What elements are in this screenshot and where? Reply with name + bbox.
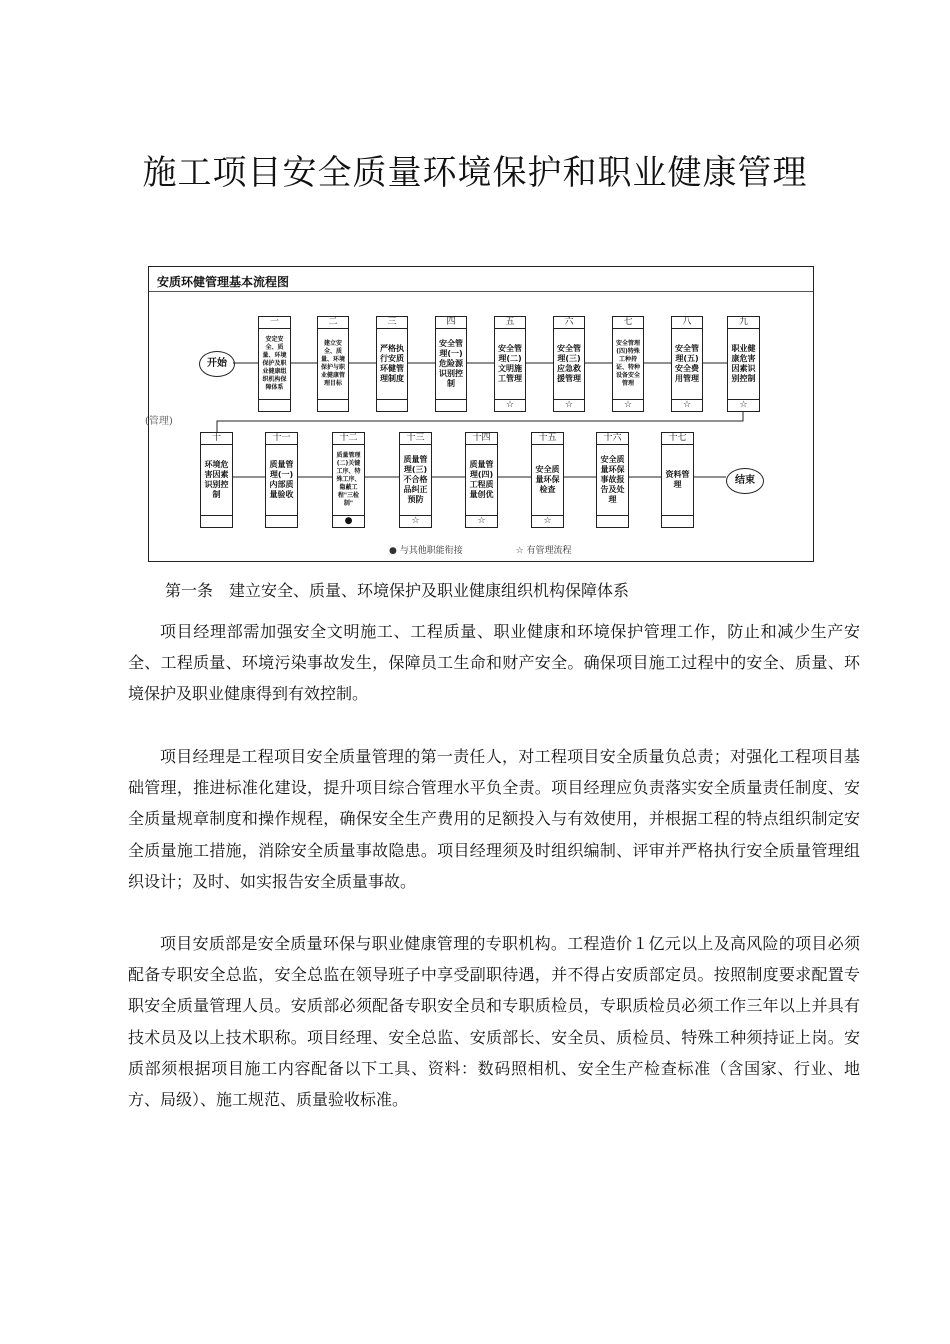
flow-step-text: 质量管理(二)关键工序、特殊工序、隐蔽工程"三检制"	[336, 452, 361, 507]
flow-step-number: 八	[672, 317, 702, 329]
flow-step-mark: ☆	[672, 399, 702, 411]
flow-step-text: 安全质量环保事故报告及处理	[600, 455, 625, 504]
flow-step-6	[553, 316, 585, 412]
flow-step-mark	[318, 399, 348, 411]
flow-step-number: 十	[201, 433, 232, 445]
flow-step-2	[317, 316, 349, 412]
flow-step-number: 三	[377, 317, 407, 329]
flow-step-mark: ☆	[554, 399, 584, 411]
flow-step-mark	[597, 515, 628, 527]
flow-step-mark: ☆	[400, 515, 431, 527]
flow-step-4	[435, 316, 467, 412]
flowchart-legend	[389, 543, 622, 556]
flow-step-mark: ☆	[728, 399, 759, 411]
flow-step-text: 安全管理(四)特殊工种持证、特种设备安全管理	[615, 340, 640, 387]
flow-step-mark	[266, 515, 297, 527]
flow-step-16	[596, 432, 629, 528]
flow-step-number: 五	[495, 317, 525, 329]
flow-step-number: 十二	[333, 433, 364, 445]
flow-step-text: 安全管理(三)应急救援管理	[557, 344, 581, 383]
flow-step-text: 安全管理(五)安全费用管理	[675, 344, 699, 383]
flow-step-number: 十四	[466, 433, 497, 445]
flow-step-mark: ☆	[532, 515, 563, 527]
flow-step-mark	[201, 515, 232, 527]
flow-step-number: 七	[613, 317, 643, 329]
flow-step-11	[265, 432, 298, 528]
flow-step-text: 资料管理	[665, 470, 690, 489]
flow-step-5	[494, 316, 526, 412]
flow-step-15	[531, 432, 564, 528]
flow-step-text: 环境危害因素识别控制	[204, 460, 229, 499]
flow-step-number: 十五	[532, 433, 563, 445]
flow-step-number: 十一	[266, 433, 297, 445]
flow-step-number: 十三	[400, 433, 431, 445]
flow-step-number: 十六	[597, 433, 628, 445]
flow-step-mark	[259, 399, 290, 411]
flow-step-mark	[377, 399, 407, 411]
flow-step-17	[661, 432, 694, 528]
flow-start-node: 开始	[199, 351, 235, 377]
flow-step-number: 九	[728, 317, 759, 329]
flow-step-number: 一	[259, 317, 290, 329]
flow-step-text: 职业健康危害因素识别控制	[731, 344, 756, 383]
flowchart-side-label: (管理)	[145, 416, 173, 427]
paragraph-2: 项目经理是工程项目安全质量管理的第一责任人，对工程项目安全质量负总责；对强化工程项目基础管理，推进标准化建设，提升项目综合管理水平负全责。项目经理应负责落实安全质量责任制度、安全质量规章制度和操作规程，确保安全生产费用的足额投入与有效使用，并根据工程的特点组织制定安全质量施工措施，消除安全质量事故隐患。项目经理须及时组织编制、评审并严格执行安全质量管理组织设计；及时、如实报告安全质量事故。	[128, 747, 860, 891]
flow-step-1	[258, 316, 291, 412]
flow-step-14	[465, 432, 498, 528]
flow-step-mark: ☆	[613, 399, 643, 411]
flow-step-mark: ●	[333, 515, 364, 527]
flow-step-7	[612, 316, 644, 412]
flow-step-text: 质量管理(四)工程质量创优	[469, 460, 494, 499]
flow-step-number: 四	[436, 317, 466, 329]
flow-step-mark: ☆	[495, 399, 525, 411]
flow-step-text: 建立安全、质量、环境保护与职业健康管理目标	[320, 340, 345, 387]
flow-step-text: 严格执行安质环健管理制度	[380, 344, 404, 383]
flow-step-10	[200, 432, 233, 528]
flow-end-node: 结束	[726, 468, 764, 494]
flowchart-figure	[145, 266, 814, 562]
flow-step-number: 六	[554, 317, 584, 329]
legend-item-interface: ● 与其他职能衔接	[389, 546, 463, 556]
flow-step-12	[332, 432, 365, 528]
legend-item-process: ☆ 有管理流程	[515, 546, 572, 556]
flow-step-number: 十七	[662, 433, 693, 445]
flow-step-8	[671, 316, 703, 412]
flow-step-text: 质量管理(一)内部质量验收	[269, 460, 294, 499]
flow-step-mark	[662, 515, 693, 527]
flow-step-number: 二	[318, 317, 348, 329]
flowchart-title: 安质环健管理基本流程图	[157, 275, 290, 289]
paragraph-3: 项目安质部是安全质量环保与职业健康管理的专职机构。工程造价１亿元以上及高风险的项目必须配备专职安全总监，安全总监在领导班子中享受副职待遇，并不得占安质部定员。按照制度要求配置专职安全质量管理人员。安质部必须配备专职安全员和专职质检员，专职质检员必须工作三年以上并具有技术员及以上技术职称。项目经理、安全总监、安质部长、安全员、质检员、特殊工种须持证上岗。安质部须根据项目施工内容配备以下工具、资料：数码照相机、安全生产检查标准（含国家、行业、地方、局级）、施工规范、质量验收标准。	[128, 934, 860, 1110]
flow-step-text: 安全管理(一)危险源识别控制	[439, 339, 463, 388]
flow-step-9	[727, 316, 760, 412]
flow-step-text: 质量管理(三)不合格品纠正预防	[403, 455, 428, 504]
flow-step-mark	[436, 399, 466, 411]
page-title: 施工项目安全质量环境保护和职业健康管理	[142, 153, 808, 193]
article-heading: 第一条 建立安全、质量、环境保护及职业健康组织机构保障体系	[165, 581, 630, 600]
flow-step-text: 安全管理(二)文明施工管理	[498, 344, 522, 383]
flow-step-text: 安全质量环保检查	[535, 465, 560, 494]
paragraph-1: 项目经理部需加强安全文明施工、工程质量、职业健康和环境保护管理工作，防止和减少生产安全、工程质量、环境污染事故发生，保障员工生命和财产安全。确保项目施工过程中的安全、质量、环境保护及职业健康得到有效控制。	[128, 622, 860, 704]
flow-step-13	[399, 432, 432, 528]
flow-step-text: 安定安全、质量、环境保护及职业健康组织机构保障体系	[262, 336, 287, 391]
flow-step-mark: ☆	[466, 515, 497, 527]
flow-step-3	[376, 316, 408, 412]
